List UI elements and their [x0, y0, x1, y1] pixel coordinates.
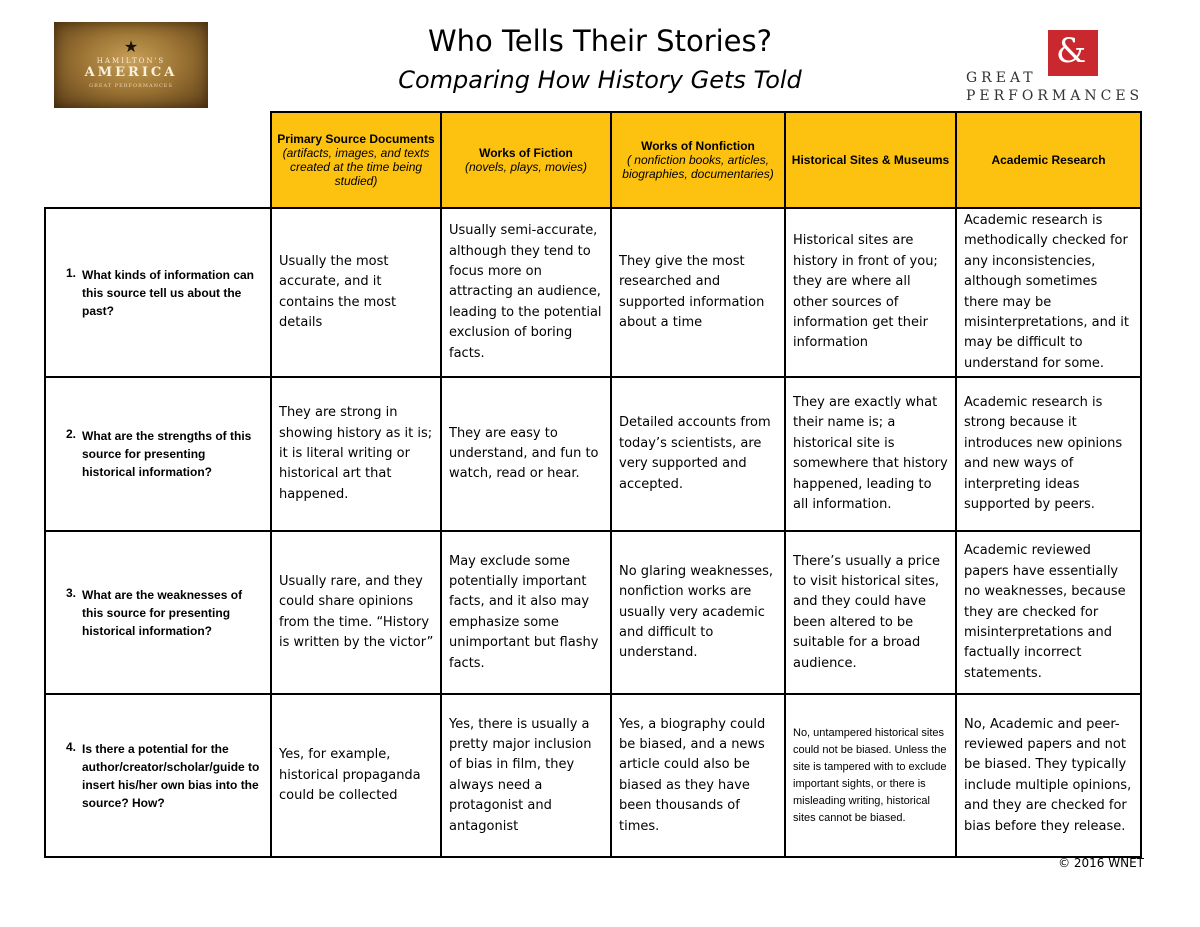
- logo-left-line3: GREAT PERFORMANCES: [89, 83, 173, 89]
- logo-left-line1: HAMILTON'S: [96, 57, 166, 65]
- question-cell: 1. What kinds of information can this source tell us about the past?: [45, 208, 271, 377]
- answer-cell: They are exactly what their name is; a historical site is somewhere that history happened, leading to all information.: [785, 377, 956, 531]
- page-subtitle: Comparing How History Gets Told: [398, 66, 802, 94]
- answer-cell: Yes, a biography could be biased, and a news article could also be biased as they have been thousands of times.: [611, 694, 785, 857]
- table-row: [45, 694, 1141, 857]
- answer-cell: Academic research is methodically checked for any inconsistencies, although sometimes there may be misinterpretations, and it may be difficult to understand for some.: [956, 208, 1141, 377]
- page-title: Who Tells Their Stories?: [427, 24, 773, 58]
- column-header: Works of Fiction (novels, plays, movies): [441, 112, 611, 208]
- great-performances-logo: [962, 26, 1148, 106]
- logo-right-line2: PERFORMANCES: [966, 88, 1144, 104]
- table-row: [45, 377, 1141, 531]
- answer-cell: Yes, for example, historical propaganda could be collected: [271, 694, 441, 857]
- question-cell: 4. Is there a potential for the author/creator/scholar/guide to insert his/her own bias into the source? How?: [45, 694, 271, 857]
- comparison-table: [44, 111, 1142, 858]
- answer-cell: May exclude some potentially important facts, and it also may emphasize some unimportant but flashy facts.: [441, 531, 611, 694]
- logo-right-line1: GREAT: [966, 70, 1037, 86]
- answer-cell: No glaring weaknesses, nonfiction works are usually very academic and difficult to understand.: [611, 531, 785, 694]
- answer-cell: Usually rare, and they could share opinions from the time. “History is written by the victor”: [271, 531, 441, 694]
- table-row: [45, 208, 1141, 377]
- column-header: Works of Nonfiction ( nonfiction books, articles, biographies, documentaries): [611, 112, 785, 208]
- answer-cell: No, untampered historical sites could not be biased. Unless the site is tampered with to exclude important sights, or there is misleading writing, historical sites cannot be biased.: [785, 694, 956, 857]
- answer-cell: Usually semi-accurate, although they tend to focus more on attracting an audience, leading to the potential exclusion of boring facts.: [441, 208, 611, 377]
- answer-cell: Usually the most accurate, and it contains the most details: [271, 208, 441, 377]
- answer-cell: They are easy to understand, and fun to watch, read or hear.: [441, 377, 611, 531]
- answer-cell: Academic research is strong because it introduces new opinions and new ways of interpreting ideas supported by peers.: [956, 377, 1141, 531]
- answer-cell: Academic reviewed papers have essentially no weaknesses, because they are checked for misinterpretations and factually incorrect statements.: [956, 531, 1141, 694]
- corner-blank: [45, 112, 271, 208]
- table-row: [45, 531, 1141, 694]
- answer-cell: There’s usually a price to visit historical sites, and they could have been altered to be suitable for a broad audience.: [785, 531, 956, 694]
- question-cell: 2. What are the strengths of this source for presenting historical information?: [45, 377, 271, 531]
- column-header: Historical Sites & Museums: [785, 112, 956, 208]
- gp-mark-icon: &: [1048, 30, 1098, 76]
- column-header: Academic Research: [956, 112, 1141, 208]
- logo-left-line2: AMERICA: [84, 65, 178, 80]
- answer-cell: They are strong in showing history as it is; it is literal writing or historical art that happened.: [271, 377, 441, 531]
- answer-cell: Historical sites are history in front of you; they are where all other sources of information get their information: [785, 208, 956, 377]
- answer-cell: Yes, there is usually a pretty major inclusion of bias in film, they always need a protagonist and antagonist: [441, 694, 611, 857]
- header-row: [45, 112, 1141, 208]
- column-header: Primary Source Documents (artifacts, images, and texts created at the time being studied): [271, 112, 441, 208]
- star-icon: ★: [123, 39, 139, 56]
- answer-cell: Detailed accounts from today’s scientists, are very supported and accepted.: [611, 377, 785, 531]
- question-cell: 3. What are the weaknesses of this source for presenting historical information?: [45, 531, 271, 694]
- copyright-footer: © 2016 WNET: [1058, 856, 1144, 870]
- answer-cell: They give the most researched and supported information about a time: [611, 208, 785, 377]
- answer-cell: No, Academic and peer-reviewed papers and not be biased. They typically include multiple opinions, and they are checked for bias before they release.: [956, 694, 1141, 857]
